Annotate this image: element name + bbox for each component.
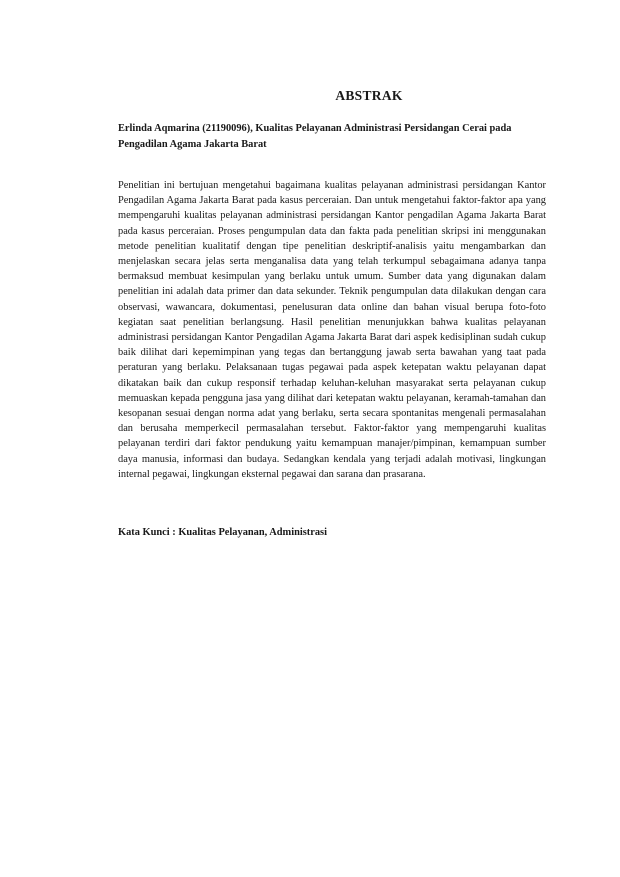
abstract-body-text: Penelitian ini bertujuan mengetahui bagaimana kualitas pelayanan administrasi persidangan Kantor Pengadilan Agama Jakarta Barat pada kasus perceraian. Dan untuk mengetahui faktor-faktor apa yang mempengaruhi kualitas pelayanan administrasi persidangan Kantor pengadilan Agama Jakarta Barat pada kasus perceraian. Proses pengumpulan data dan fakta pada penelitian skripsi ini menggunakan metode penelitian kualitatif dengan tipe penelitian deskriptif-analisis yaitu mengambarkan dan menjelaskan secara jelas serta menganalisa data yang telah terkumpul sebagaimana adanya tanpa bermaksud membuat kesimpulan yang berlaku untuk umum. Sumber data yang digunakan dalam penelitian ini adalah data primer dan data sekunder. Teknik pengumpulan data dilakukan dengan cara observasi, wawancara, dokumentasi, penelusuran data online dan bahan visual berupa foto-foto kegiatan saat penelitian berlangsung. Hasil penelitian menunjukkan bahwa kualitas pelayanan administrasi persidangan Kantor Pengadilan Agama Jakarta Barat dari aspek kedisiplinan sudah cukup baik dilihat dari kepemimpinan yang tegas dan bertanggung jawab serta bawahan yang taat pada peraturan yang berlaku. Pelaksanaan tugas pegawai pada aspek ketepatan waktu pelayanan dapat dikatakan baik dan cukup responsif terhadap keluhan-keluhan masyarakat serta pelayanan cukup memuaskan kepada pengguna jasa yang dilihat dari ketepatan waktu pelayanan, keramah-tamahan dan kesopanan sesuai dengan norma adat yang berlaku, serta secara spontanitas mengenali permasalahan dan berusaha memperkecil permasalahan tersebut. Faktor-faktor yang mempengaruhi kualitas pelayanan terdiri dari faktor pendukung yaitu kemampuan manajer/pimpinan, kemampuan sumber daya manusia, informasi dan budaya. Sedangkan kendala yang terjadi adalah motivasi, lingkungan internal pegawai, lingkungan eksternal pegawai dan sarana dan prasarana. bbox=[118, 180, 546, 480]
abstract-heading: ABSTRAK bbox=[335, 88, 403, 103]
author-title-line: Erlinda Aqmarina (21190096), Kualitas Pelayanan Administrasi Persidangan Cerai pada Pengadilan Agama Jakarta Barat bbox=[118, 123, 512, 150]
keywords-line: Kata Kunci : Kualitas Pelayanan, Administrasi bbox=[118, 527, 327, 538]
